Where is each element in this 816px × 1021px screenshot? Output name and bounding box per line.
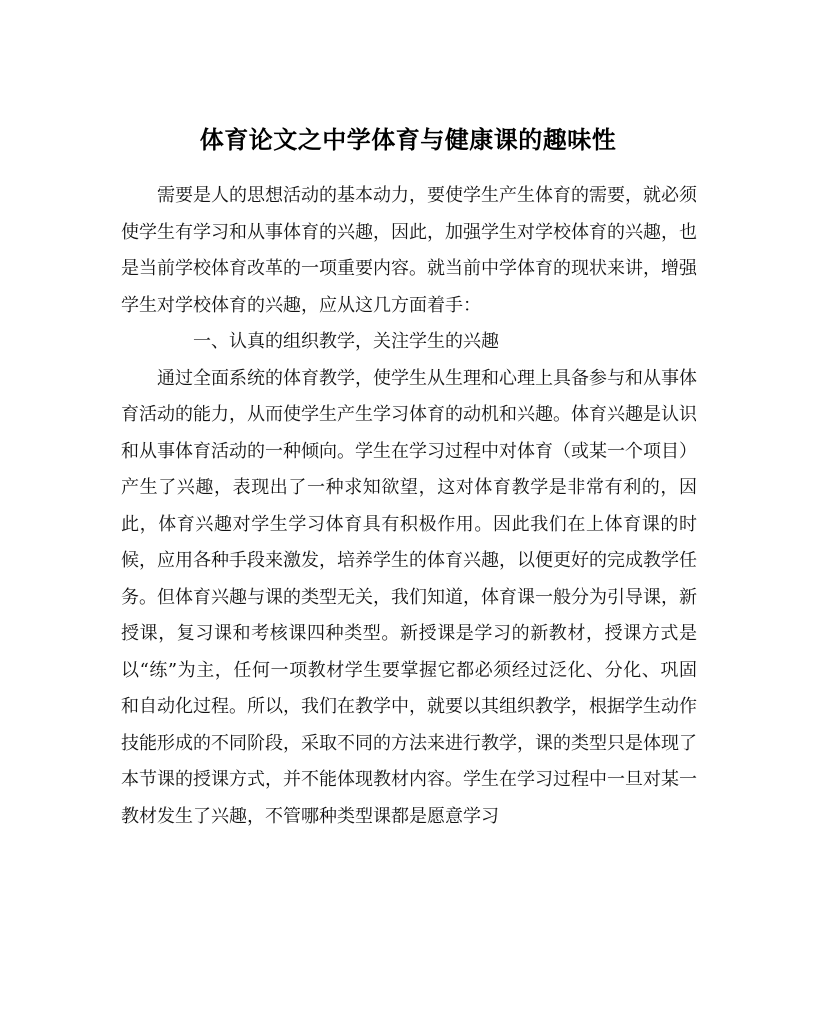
document-title: 体育论文之中学体育与健康课的趣味性 [199,125,617,155]
intro-paragraph: 需要是人的思想活动的基本动力，要使学生产生体育的需要，就必须使学生有学习和从事体育的兴趣，因此，加强学生对学校体育的兴趣，也是当前学校体育改革的一项重要内容。就当前中学体育的现状来讲，增强学生对学校体育的兴趣，应从这几方面着手： [121,185,697,316]
document-body [121,178,697,835]
section-heading: 一、认真的组织教学，关注学生的兴趣 [193,331,499,352]
body-paragraph: 通过全面系统的体育教学，使学生从生理和心理上具备参与和从事体育活动的能力，从而使学生产生学习体育的动机和兴趣。体育兴趣是认识和从事体育活动的一种倾向。学生在学习过程中对体育（或某一个项目）产生了兴趣，表现出了一种求知欲望，这对体育教学是非常有利的，因此，体育兴趣对学生学习体育具有积极作用。因此我们在上体育课的时候，应用各种手段来激发，培养学生的体育兴趣，以便更好的完成教学任务。但体育兴趣与课的类型无关，我们知道，体育课一般分为引导课，新授课，复习课和考核课四种类型。新授课是学习的新教材，授课方式是以“练”为主，任何一项教材学生要掌握它都必须经过泛化、分化、巩固和自动化过程。所以，我们在教学中，就要以其组织教学，根据学生动作技能形成的不同阶段，采取不同的方法来进行教学，课的类型只是体现了本节课的授课方式，并不能体现教材内容。学生在学习过程中一旦对某一教材发生了兴趣，不管哪种类型课都是愿意学习 [121,367,697,827]
